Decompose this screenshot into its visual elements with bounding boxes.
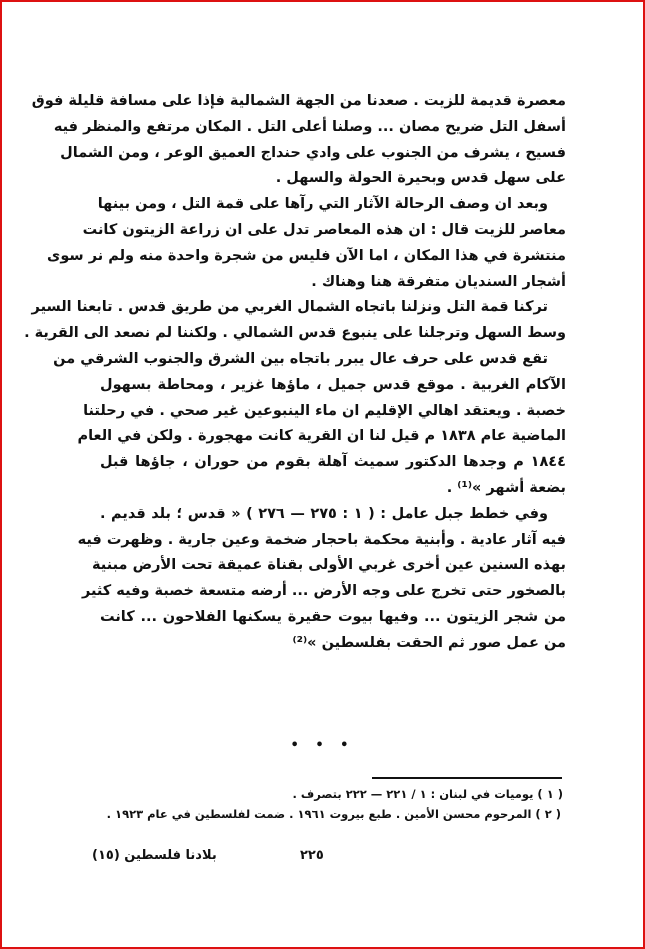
text-line: أشجار السنديان متفرقة هنا وهناك . [311, 273, 566, 290]
text-line: معاصر للزيت قال : ان هذه المعاصر تدل على ان زراعة الزيتون كانت [82, 221, 566, 238]
text-line: ١٨٤٤ م وجدها الدكتور سميث آهلة بقوم من حوران ، جاؤها قبل [100, 454, 566, 471]
text-line: خصبة . ويعتقد اهالي الإقليم ان ماء الينبوعين غير صحي . في رحلتنا [83, 402, 566, 419]
text-line: بهذه السنين عين أخرى غربي الأولى بقناة عميقة تحت الأرض مبنية [92, 557, 566, 574]
text-line: بضعة أشهر »⁽¹⁾ . [446, 479, 566, 496]
text-line: معصرة قديمة للزيت . صعدنا من الجهة الشمالية فإذا على مسافة قليلة فوق [31, 93, 566, 109]
book-title-footer: بلادنا فلسطين (١٥) [92, 848, 217, 863]
footnote-2: ( ٢ ) المرحوم محسن الأمين . طبع بيروت ١٩٦١ . ضمت لفلسطين في عام ١٩٢٣ . [106, 807, 561, 821]
text-line: وفي خطط جبل عامل : ( ١ : ٢٧٥ — ٢٧٦ ) « قدس ؛ بلد قديم . [100, 505, 548, 522]
text-line: الآكام الغربية . موقع قدس جميل ، ماؤها غزير ، ومحاطة بسهول [100, 376, 566, 393]
text-line: أسفل التل ضريح مصان ... وصلنا أعلى التل . المكان مرتفع والمنظر فيه [53, 118, 566, 135]
section-separator: • • • [290, 738, 355, 753]
text-line: وسط السهل وترجلنا على ينبوع قدس الشمالي . ولكننا لم نصعد الى القرية . [24, 325, 566, 342]
text-line: من شجر الزيتون ... وفيها بيوت حقيرة يسكنها الفلاحون ... كانت [100, 608, 566, 625]
text-line: فسيح ، يشرف من الجنوب على وادي حنداج العميق الوعر ، ومن الشمال [60, 144, 566, 161]
text-line: بالصخور حتى تخرج على وجه الأرض ... أرضه متسعة خصبة وفيه كثير [81, 583, 566, 600]
text-line: تركنا قمة التل ونزلنا باتجاه الشمال الغربي من طريق قدس . تابعنا السير [31, 299, 548, 316]
text-line: وبعد ان وصف الرحالة الآثار التي رآها على قمة التل ، ومن بينها [97, 196, 548, 213]
footnote-1: ( ١ ) يوميات في لبنان : ١ / ٢٢١ — ٢٢٢ بتصرف . [292, 787, 563, 801]
footnote-rule [372, 777, 562, 779]
text-line: من عمل صور ثم الحقت بفلسطين »⁽²⁾ [292, 634, 566, 651]
text-line: منتشرة في هذا المكان ، اما الآن فليس من شجرة واحدة منه ولم نر سوى [47, 247, 566, 264]
text-line: على سهل قدس وبحيرة الحولة والسهل . [275, 170, 566, 187]
body-text [24, 89, 566, 657]
text-line: فيه آثار عادية . وأبنية محكمة باحجار ضخمة وعين جارية . وظهرت فيه [77, 531, 566, 548]
text-line: الماضية عام ١٨٣٨ م قيل لنا ان القرية كانت مهجورة . ولكن في العام [77, 428, 566, 445]
text-line: تقع قدس على حرف عال يبرر باتجاه بين الشرق والجنوب الشرقي من [53, 350, 548, 367]
page-number: ٢٢٥ [300, 848, 324, 863]
